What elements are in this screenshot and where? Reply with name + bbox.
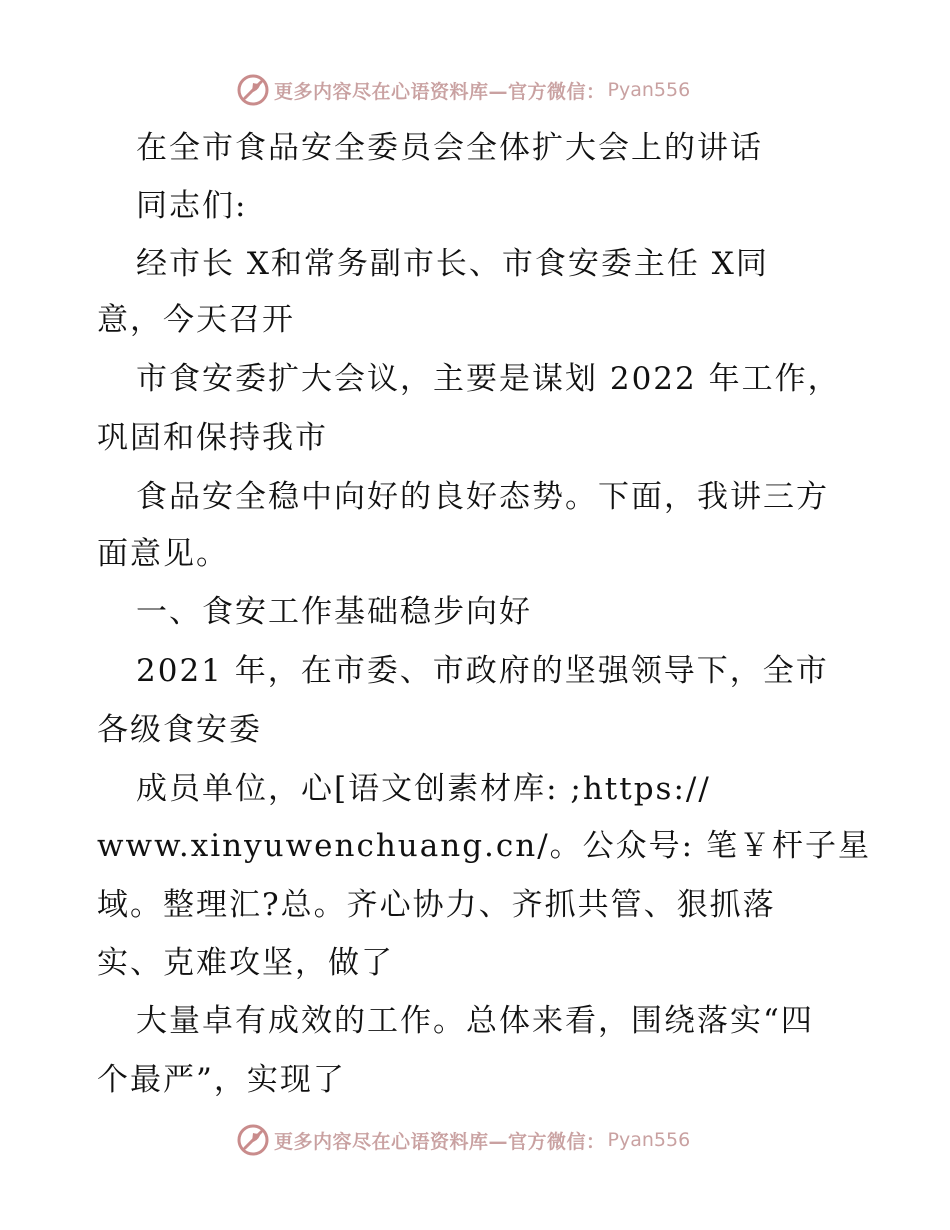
text-line: 市食安委扩大会议，主要是谋划 2022 年工作，: [136, 361, 841, 397]
watermark-text: 更多内容尽在心语资料库—官方微信：: [274, 1130, 606, 1153]
text-line: 经市长 X和常务副市长、市食安委主任 X同: [136, 246, 769, 282]
watermark-banner-bottom: [236, 1122, 690, 1158]
document-title: 在全市食品安全委员会全体扩大会上的讲话: [136, 130, 763, 166]
feather-circle-logo-icon: [236, 1123, 270, 1157]
text-line: www.xinyuwenchuang.cn/。公众号: 笔￥杆子星: [97, 828, 871, 864]
watermark-wechat-id: Pyan556: [607, 79, 691, 101]
text-line: 面意见。: [97, 536, 229, 572]
text-line: 巩固和保持我市: [97, 420, 328, 456]
watermark-text: 更多内容尽在心语资料库—官方微信：: [274, 80, 606, 103]
feather-circle-logo-icon: [236, 73, 270, 107]
text-line: 个最严”，实现了: [97, 1062, 346, 1098]
watermark-wechat-id: Pyan556: [607, 1129, 691, 1151]
text-line: 意，今天召开: [97, 302, 295, 338]
text-line: 域。整理汇?总。齐心协力、齐抓共管、狠抓落: [97, 887, 776, 923]
section-heading: 一、食安工作基础稳步向好: [136, 594, 532, 630]
text-line: 同志们:: [136, 188, 248, 224]
watermark-banner-top: [236, 72, 690, 108]
text-line: 食品安全稳中向好的良好态势。下面，我讲三方: [136, 479, 829, 515]
text-line: 各级食安委: [97, 712, 262, 748]
text-line: 实、克难攻坚，做了: [97, 945, 394, 981]
text-line: 成员单位，心[语文创素材库: ;https://: [136, 771, 711, 807]
text-line: 大量卓有成效的工作。总体来看，围绕落实“四: [136, 1003, 814, 1039]
text-line: 2021 年，在市委、市政府的坚强领导下，全市: [136, 653, 829, 689]
